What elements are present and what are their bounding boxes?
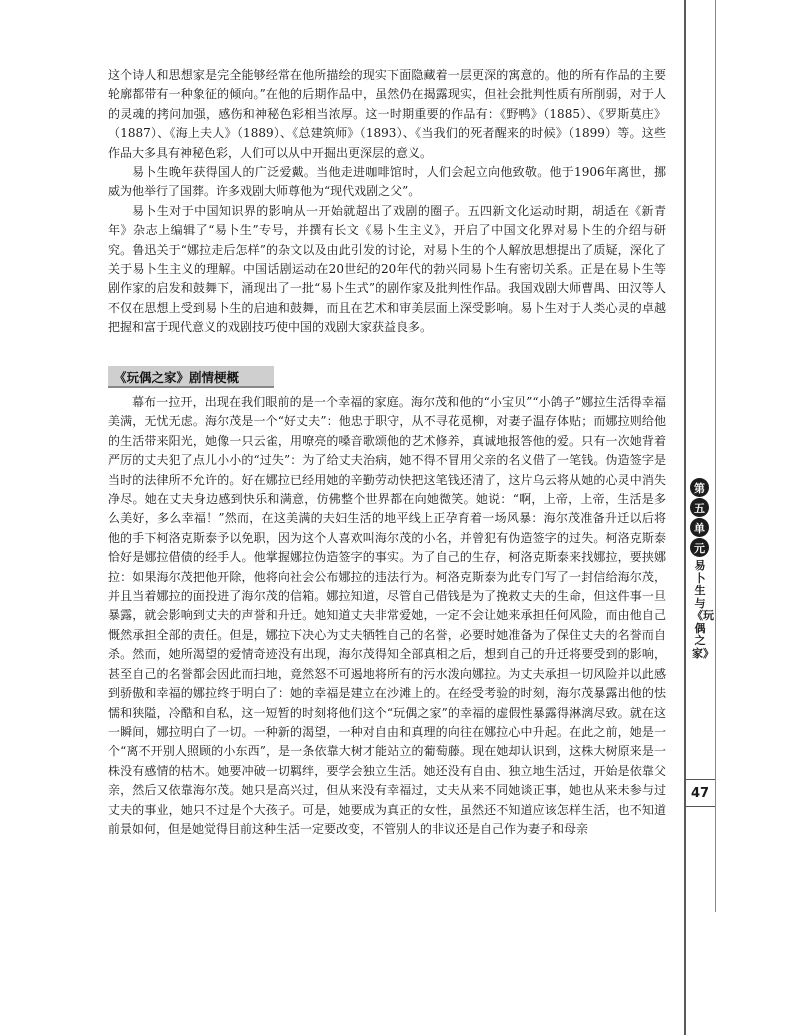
chapter-vertical-title: 易卜生与《玩偶之家》 [692, 559, 714, 660]
page-number-rule-top [685, 779, 715, 780]
unit-char: 第 [690, 478, 709, 497]
margin-rule [684, 0, 686, 1035]
paragraph: 幕布一拉开，出现在我们眼前的是一个幸福的家庭。海尔茂和他的“小宝贝”“小鸽子”娜拉生活得幸福美满，无忧无虑。海尔茂是一个“好丈夫”：他忠于职守，从不寻花觅柳，对妻子温存体贴；而娜拉则给他的生活带来阳光，她像一只云雀，用嘹亮的嗓音歌颂他的艺术修养，真诚地报答他的爱。只有一次她背着严厉的丈夫犯了点儿小小的“过失”：为了给丈夫治病，她不得不冒用父亲的名义借了一笔钱。伪造签字是当时的法律所不允许的。好在娜拉已经用她的辛勤劳动快把这笔钱还清了，这片乌云将从她的心灵中消失净尽。她在丈夫身边感到快乐和满意，仿佛整个世界都在向她微笑。她说：“啊，上帝，上帝，生活是多么美好，多么幸福！”然而，在这美满的夫妇生活的地平线上正孕育着一场风暴：海尔茂准备升迁以后将他的手下柯洛克斯泰予以免职，因为这个人喜欢叫海尔茂的小名，并曾犯有伪造签字的过失。柯洛克斯泰恰好是娜拉借债的经手人。他掌握娜拉伪造签字的事实。为了自己的生存，柯洛克斯泰来找娜拉，要挟娜拉：如果海尔茂把他开除，他将向社会公布娜拉的违法行为。柯洛克斯泰为此专门写了一封信给海尔茂，并且当着娜拉的面投进了海尔茂的信箱。娜拉知道，尽管自己借钱是为了挽救丈夫的生命，但这件事一旦暴露，就会影响到丈夫的声誉和升迁。她知道丈夫非常爱她，一定不会让她来承担任何风险，而由他自己慨然承担全部的责任。但是，娜拉下决心为丈夫牺牲自己的名誉，必要时她准备为了保住丈夫的名誉而自杀。然而，她所渴望的爱情奇迹没有出现，海尔茂得知全部真相之后，想到自己的升迁将要受到的影响，甚至自己的名誉都会因此而扫地，竟然怒不可遏地将所有的污水泼向娜拉。为丈夫承担一切风险并以此感到骄傲和幸福的娜拉终于明白了：她的幸福是建立在沙滩上的。在经受考验的时刻，海尔茂暴露出他的怯懦和狭隘，冷酷和自私，这一短暂的时刻将他们这个“玩偶之家”的幸福的虚假性暴露得淋漓尽致。就在这一瞬间，娜拉明白了一切。一种新的渴望，一种对自由和真理的向往在娜拉心中升起。在此之前，她是一个“离不开别人照顾的小东西”，是一条依靠大树才能站立的葡萄藤。现在她却认识到，这株大树原来是一株没有感情的枯木。她要冲破一切羁绊，要学会独立生活。她还没有自由、独立地生活过，开始是依靠父亲，然后又依靠海尔茂。她只是高兴过，但从来没有幸福过，丈夫从来不同她谈正事，她也从来未参与过丈夫的事业，她只不过是个大孩子。可是，她要成为真正的女性，虽然还不知道应该怎样生活，也不知道前景如何，但是她觉得目前这种生活一定要改变，不管别人的非议还是自己作为妻子和母亲 [108, 395, 666, 836]
synopsis-text-block [108, 393, 666, 839]
section-heading: 《玩偶之家》剧情梗概 [114, 370, 240, 385]
page-number: 47 [690, 786, 710, 801]
unit-label [689, 478, 711, 558]
section-heading-box [108, 366, 274, 388]
unit-char: 元 [690, 538, 709, 557]
unit-char: 单 [690, 518, 709, 537]
intro-text-block [108, 66, 666, 338]
paragraph: 易卜生晚年获得国人的广泛爱戴。当他走进咖啡馆时，人们会起立向他致敬。他于1906年离世，挪威为他举行了国葬。许多戏剧大师尊他为“现代戏剧之父”。 [108, 165, 666, 199]
unit-char: 五 [690, 498, 709, 517]
paragraph: 这个诗人和思想家是完全能够经常在他所描绘的现实下面隐藏着一层更深的寓意的。他的所有作品的主要轮廓都带有一种象征的倾向。”在他的后期作品中，虽然仍在揭露现实，但社会批判性质有所削弱，对于人的灵魂的拷问加强，感伤和神秘色彩相当浓厚。这一时期重要的作品有：《野鸭》（1885）、《罗斯莫庄》（1887）、《海上夫人》（1889）、《总建筑师》（1893）、《当我们的死者醒来的时候》（1899）等。这些作品大多具有神秘色彩，人们可以从中开掘出更深层的意义。 [108, 68, 666, 160]
page-number-rule-bottom [685, 806, 715, 807]
paragraph: 易卜生对于中国知识界的影响从一开始就超出了戏剧的圈子。五四新文化运动时期，胡适在《新青年》杂志上编辑了“易卜生”专号，并撰有长文《易卜生主义》，开启了中国文化界对易卜生的介绍与研究。鲁迅关于“娜拉走后怎样”的杂文以及由此引发的讨论，对易卜生的个人解放思想提出了质疑，深化了关于易卜生主义的理解。中国话剧运动在20世纪的20年代的勃兴同易卜生有密切关系。正是在易卜生等剧作家的启发和鼓舞下，涌现出了一批“易卜生式”的剧作家及批判性作品。我国戏剧大师曹禺、田汉等人不仅在思想上受到易卜生的启迪和鼓舞，而且在艺术和审美层面上深受影响。易卜生对于人类心灵的卓越把握和富于现代意义的戏剧技巧使中国的戏剧大家获益良多。 [108, 203, 666, 335]
side-tab [685, 0, 716, 912]
